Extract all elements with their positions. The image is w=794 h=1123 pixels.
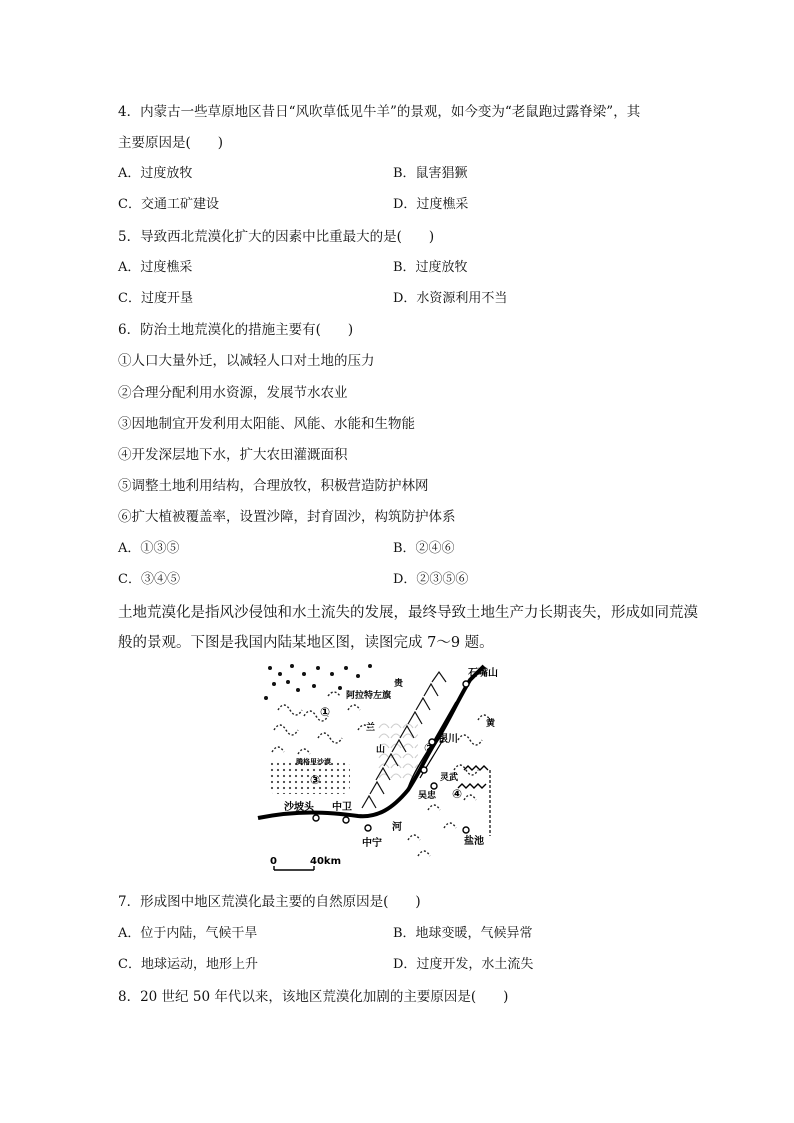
q5-stem: 5．导致西北荒漠化扩大的因素中比重最大的是( ) bbox=[118, 229, 435, 245]
label-shizuishan: 石嘴山 bbox=[468, 668, 498, 679]
q5-option-a[interactable]: A．过度樵采 bbox=[118, 260, 193, 275]
q5-option-d[interactable]: D．水资源利用不当 bbox=[393, 291, 508, 306]
q5-option-b[interactable]: B．过度放牧 bbox=[393, 260, 468, 275]
label-lan: 兰 bbox=[366, 723, 376, 733]
q4-stem-line1: 4．内蒙古一些草原地区昔日“风吹草低见牛羊”的景观，如今变为“老鼠跑过露脊梁”，其 bbox=[118, 104, 641, 120]
marker-4: ④ bbox=[452, 787, 463, 801]
great-wall bbox=[464, 766, 488, 770]
q7-option-b[interactable]: B．地球变暖，气候异常 bbox=[393, 926, 533, 941]
q8-stem: 8．20 世纪 50 年代以来，该地区荒漠化加剧的主要原因是( ) bbox=[118, 989, 509, 1005]
label-alashan: 阿拉特左旗 bbox=[346, 691, 392, 701]
q6-option-d[interactable]: D．②③⑤⑥ bbox=[393, 572, 469, 587]
q4-option-a[interactable]: A．过度放牧 bbox=[118, 166, 193, 181]
great-wall-2 bbox=[458, 784, 486, 788]
marker-1: ① bbox=[320, 705, 331, 719]
q7-option-d[interactable]: D．过度开发，水土流失 bbox=[393, 957, 534, 972]
region-map bbox=[258, 660, 498, 880]
q5-option-c[interactable]: C．过度开垦 bbox=[118, 291, 193, 306]
q6-option-b[interactable]: B．②④⑥ bbox=[393, 541, 455, 556]
label-zhongwei: 中卫 bbox=[332, 802, 352, 813]
marker-3: ③ bbox=[310, 773, 321, 787]
q7-option-c[interactable]: C．地球运动，地形上升 bbox=[118, 957, 258, 972]
q6-item-4: ④开发深层地下水，扩大农田灌溉面积 bbox=[118, 447, 348, 463]
marker-2: ② bbox=[424, 741, 435, 755]
q6-item-2: ②合理分配利用水资源，发展节水农业 bbox=[118, 385, 348, 401]
q6-item-1: ①人口大量外迁，以减轻人口对土地的压力 bbox=[118, 353, 375, 369]
label-huang: 黄 bbox=[486, 719, 496, 729]
q6-option-c[interactable]: C．③④⑤ bbox=[118, 572, 180, 587]
q6-item-3: ③因地制宜开发利用太阳能、风能、水能和生物能 bbox=[118, 416, 415, 432]
label-gui: 贵 bbox=[394, 679, 404, 689]
scale-zero: 0 bbox=[270, 856, 277, 867]
q7-option-a[interactable]: A．位于内陆，气候干旱 bbox=[118, 926, 258, 941]
intro-line1: 土地荒漠化是指风沙侵蚀和水土流失的发展，最终导致土地生产力长期丧失，形成如同荒漠 bbox=[118, 605, 698, 621]
scale-label: 40km bbox=[310, 856, 341, 867]
label-lingwu: 灵武 bbox=[440, 773, 459, 783]
q4-option-c[interactable]: C．交通工矿建设 bbox=[118, 197, 219, 212]
q4-option-d[interactable]: D．过度樵采 bbox=[393, 197, 469, 212]
q4-option-b[interactable]: B．鼠害猖獗 bbox=[393, 166, 468, 181]
label-wuzhong: 吴忠 bbox=[418, 791, 437, 801]
label-yinchuan: 银川 bbox=[438, 734, 458, 745]
label-shapotou: 沙坡头 bbox=[284, 802, 314, 813]
q4-stem-line2: 主要原因是( ) bbox=[118, 135, 224, 151]
label-he: 河 bbox=[392, 822, 402, 833]
q6-item-6: ⑥扩大植被覆盖率，设置沙障，封育固沙，构筑防护体系 bbox=[118, 509, 456, 525]
label-zhongning: 中宁 bbox=[362, 838, 382, 849]
q6-item-5: ⑤调整土地利用结构，合理放牧，积极营造防护林网 bbox=[118, 478, 429, 494]
q7-stem: 7．形成图中地区荒漠化最主要的自然原因是( ) bbox=[118, 894, 421, 910]
label-shan: 山 bbox=[376, 745, 386, 755]
intro-line2: 般的景观。下图是我国内陆某地区图，读图完成 7～9 题。 bbox=[118, 635, 494, 651]
q6-stem: 6．防治土地荒漠化的措施主要有( ) bbox=[118, 322, 354, 338]
label-yanchi: 盐池 bbox=[464, 836, 484, 847]
scale-bar bbox=[270, 856, 341, 870]
q6-option-a[interactable]: A．①③⑤ bbox=[118, 541, 180, 556]
label-tengger: 腾格里沙漠 bbox=[296, 758, 331, 766]
